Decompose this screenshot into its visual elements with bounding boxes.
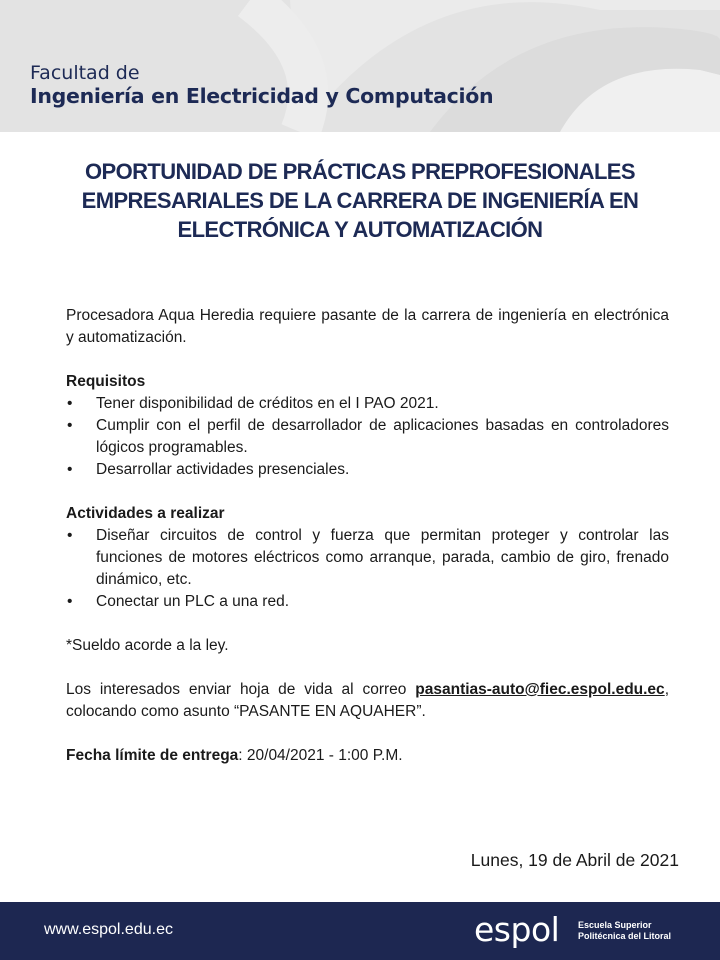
espol-logo: espol: [474, 910, 560, 949]
intro-paragraph: Procesadora Aqua Heredia requiere pasante de la carrera de ingeniería en electrónica y automatización.: [66, 307, 669, 346]
list-item: • Cumplir con el perfil de desarrollador de aplicaciones basadas en controladores lógicos programables.: [66, 415, 669, 459]
activities-heading: Actividades a realizar: [66, 505, 225, 522]
list-item: • Tener disponibilidad de créditos en el I PAO 2021.: [66, 393, 669, 415]
list-item: • Desarrollar actividades presenciales.: [66, 459, 669, 481]
faculty-name: [30, 62, 493, 108]
requirements-list: [66, 393, 669, 481]
deadline-value: : 20/04/2021 - 1:00 P.M.: [238, 747, 403, 764]
faculty-line-2: Ingeniería en Electricidad y Computación: [30, 84, 494, 108]
deadline: [66, 745, 669, 767]
page-header: [0, 0, 720, 132]
deadline-label: Fecha límite de entrega: [66, 747, 239, 764]
espol-logo-subtitle: [578, 920, 671, 942]
document-body: [66, 305, 669, 767]
document-date: Lunes, 19 de Abril de 2021: [470, 850, 679, 870]
faculty-line-1: Facultad de: [30, 62, 140, 84]
email-link[interactable]: pasantias-auto@fiec.espol.edu.ec: [415, 681, 665, 698]
contact-suffix: , colocando como asunto “PASANTE EN AQUAHER”.: [66, 681, 669, 720]
list-item: • Conectar un PLC a una red.: [66, 591, 669, 613]
contact-paragraph: [66, 679, 669, 723]
activities-list: [66, 525, 669, 613]
salary-note: *Sueldo acorde a la ley.: [66, 637, 229, 654]
logo-line-1: Escuela Superior: [578, 920, 652, 930]
website-link[interactable]: www.espol.edu.ec: [44, 921, 173, 938]
requirements-heading: Requisitos: [66, 373, 146, 390]
contact-prefix: Los interesados enviar hoja de vida al correo: [66, 681, 416, 698]
page-footer: [0, 902, 720, 960]
list-item: • Diseñar circuitos de control y fuerza que permitan proteger y controlar las funciones de motores eléctricos como arranque, parada, cambio de giro, frenado dinámico, etc.: [66, 525, 669, 591]
logo-line-2: Politécnica del Litoral: [578, 931, 672, 941]
document-title: OPORTUNIDAD DE PRÁCTICAS PREPROFESIONALES EMPRESARIALES DE LA CARRERA DE INGENIERÍA EN ELECTRÓNICA Y AUTOMATIZACIÓN: [81, 159, 639, 242]
